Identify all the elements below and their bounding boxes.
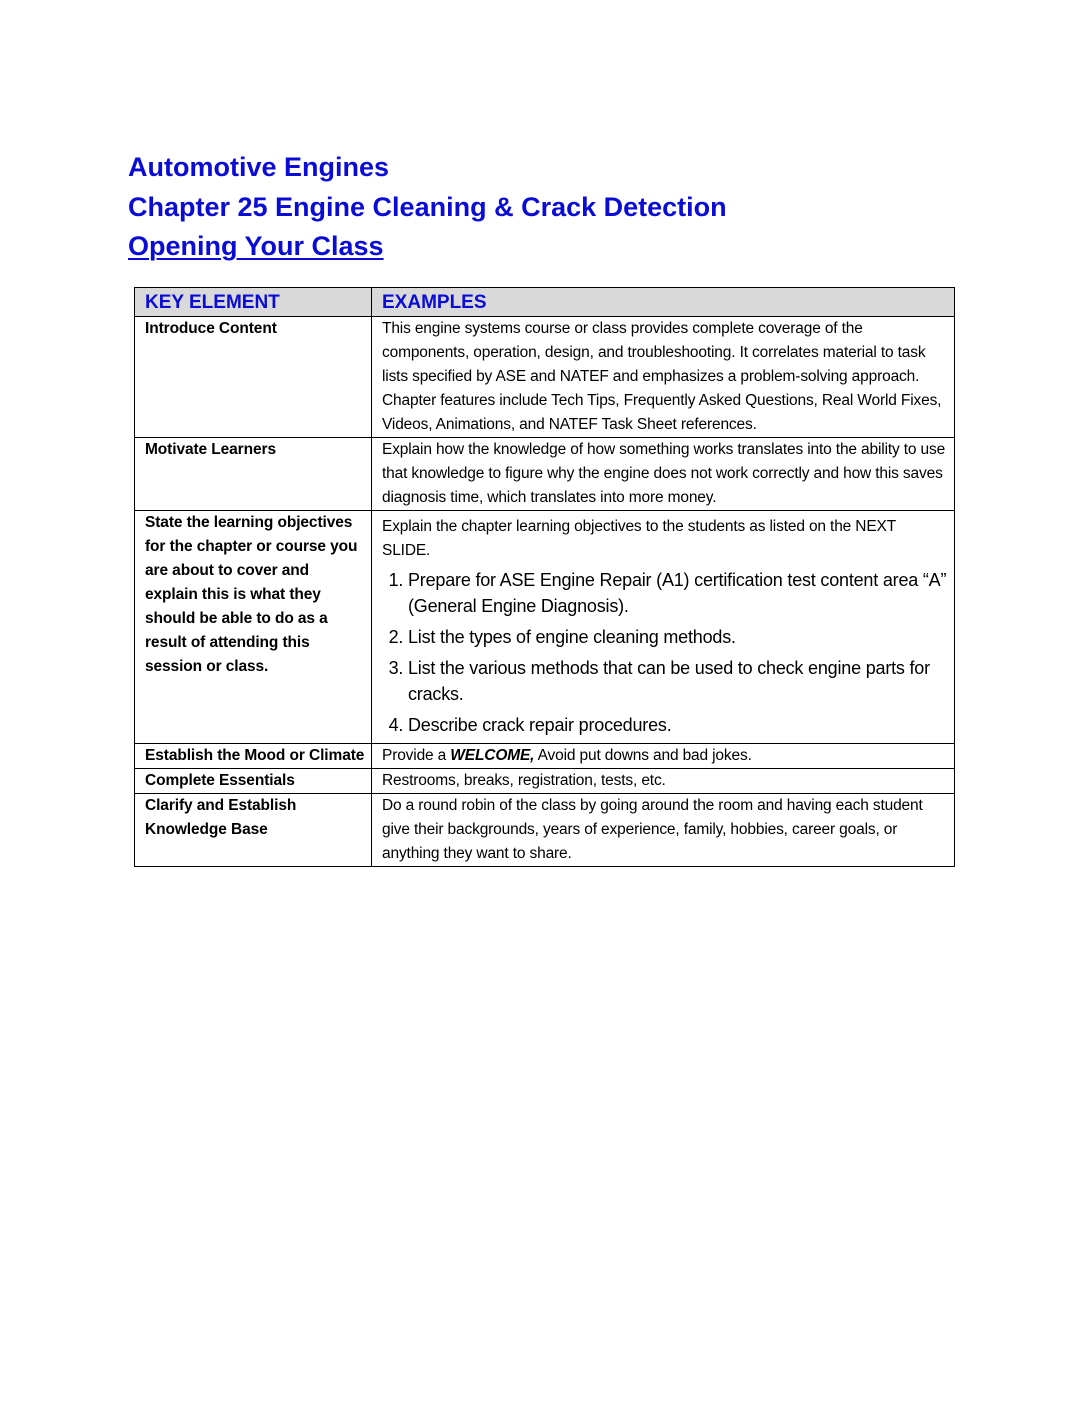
book-title: Automotive Engines <box>128 152 390 182</box>
key-element-cell: Motivate Learners <box>135 438 372 511</box>
list-item: 3. List the various methods that can be used to check engine parts for cracks. <box>408 655 948 707</box>
column-header-examples: EXAMPLES <box>372 288 955 317</box>
list-item: 4. Describe crack repair procedures. <box>408 712 948 738</box>
table-row <box>135 794 955 867</box>
example-cell: Restrooms, breaks, registration, tests, etc. <box>372 769 955 794</box>
example-cell: Do a round robin of the class by going around the room and having each student give their backgrounds, years of experience, family, hobbies, career goals, or anything they want to share. <box>372 794 955 867</box>
table-header-row <box>135 288 955 317</box>
objectives-intro: Explain the chapter learning objectives to the students as listed on the NEXT SLIDE. <box>382 518 896 559</box>
key-element-cell: Establish the Mood or Climate <box>135 744 372 769</box>
welcome-emphasis: WELCOME, <box>450 747 535 764</box>
lesson-plan-table <box>134 287 955 867</box>
key-element-cell: Complete Essentials <box>135 769 372 794</box>
example-cell <box>372 744 955 769</box>
example-suffix: Avoid put downs and bad jokes. <box>534 747 752 764</box>
table-row <box>135 317 955 438</box>
objectives-list <box>382 567 948 738</box>
table-row <box>135 744 955 769</box>
example-prefix: Provide a <box>382 747 451 764</box>
chapter-title: Chapter 25 Engine Cleaning & Crack Detection <box>128 191 727 222</box>
table-row <box>135 769 955 794</box>
example-cell: Explain how the knowledge of how something works translates into the ability to use that knowledge to figure why the engine does not work correctly and how this saves diagnosis time, which translates into more money. <box>372 438 955 511</box>
list-item: 1. Prepare for ASE Engine Repair (A1) certification test content area “A” (General Engine Diagnosis). <box>408 567 948 619</box>
table-row <box>135 511 955 744</box>
page-header <box>128 148 958 267</box>
example-cell <box>372 511 955 744</box>
list-item: 2. List the types of engine cleaning methods. <box>408 624 948 650</box>
key-element-cell: Introduce Content <box>135 317 372 438</box>
example-cell: This engine systems course or class provides complete coverage of the components, operation, design, and troubleshooting. It correlates material to task lists specified by ASE and NATEF and emphasizes a problem-solving approach. Chapter features include Tech Tips, Frequently Asked Questions, Real World Fixes, Videos, Animations, and NATEF Task Sheet references. <box>372 317 955 438</box>
table-row <box>135 438 955 511</box>
key-element-cell: Clarify and Establish Knowledge Base <box>135 794 372 867</box>
key-element-cell: State the learning objectives for the chapter or course you are about to cover and explain this is what they should be able to do as a result of attending this session or class. <box>135 511 372 744</box>
section-title: Opening Your Class <box>128 231 384 261</box>
column-header-key-element: KEY ELEMENT <box>135 288 372 317</box>
